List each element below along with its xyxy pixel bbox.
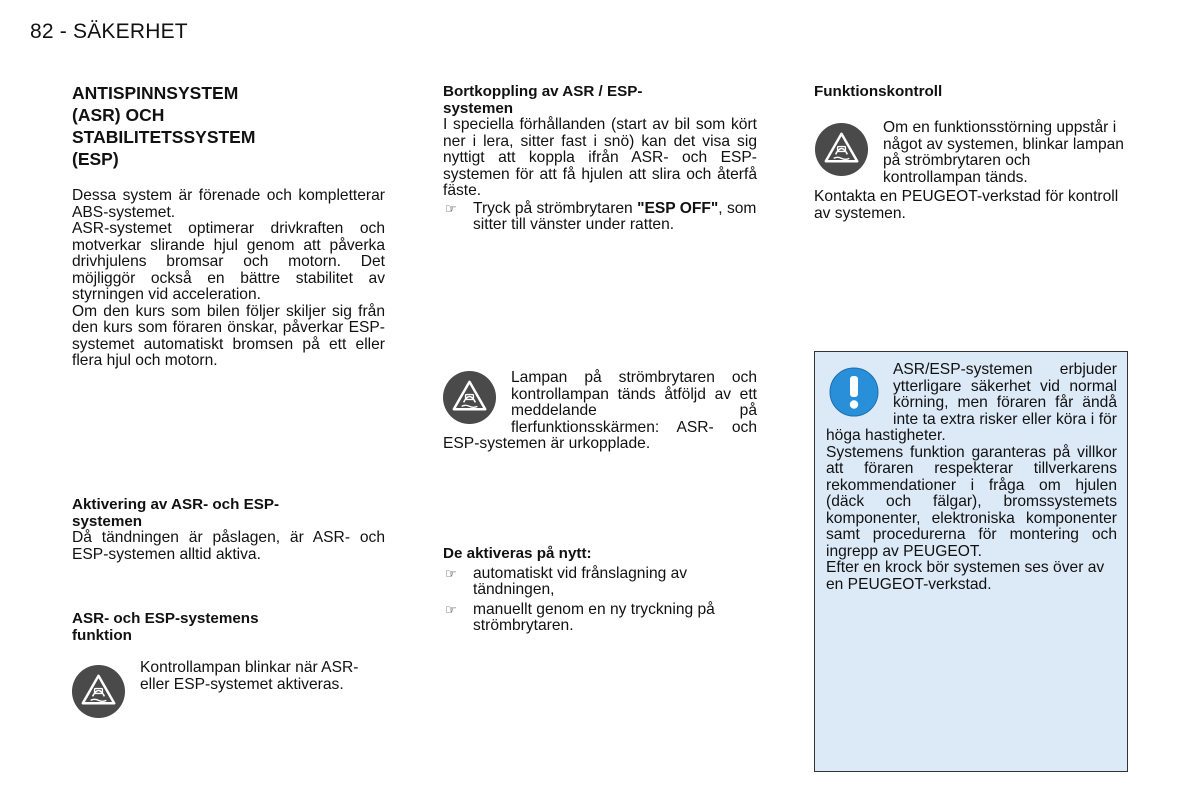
reactivate-title: De aktiveras på nytt: [443,545,592,562]
press-button-instruction [443,201,757,234]
lamp-text: Lampan på strömbrytaren och kontrollampan tänds åtföljd av ett meddelande på flerfunktionsskärmen: ASR- och ESP-systemen är urkopplade. [443,369,757,452]
check-title: Funktionskontroll [814,83,943,100]
info-paragraph: Efter en krock bör systemen ses över av en PEUGEOT-verkstad. [826,559,1105,593]
section-title-line: (ESP) [72,149,119,169]
reactivate-item-text: automatiskt vid frånslagning av tändningen, [473,564,688,598]
icon-float-spacer [443,370,511,420]
function-title: ASR- och ESP-systemens funktion [72,610,259,644]
contact-text-block [814,189,1128,222]
section-title-line: STABILITETSSYSTEM [72,127,256,147]
section-title-line: ANTISPINNSYSTEM [72,83,239,103]
reactivate-item-text: manuellt genom en ny tryckning på strömbrytaren. [473,600,715,634]
pointing-hand-icon: ☞ [445,601,457,617]
esp-off-label: "ESP OFF" [637,199,719,217]
section-title [72,82,385,170]
column-1 [72,82,385,170]
activation-title: Aktivering av ASR- och ESP-systemen [72,496,280,530]
intro-paragraph: Dessa system är förenade och kompletterar ABS-systemet. [72,187,385,221]
column-3 [814,84,1128,101]
function-section [72,611,385,644]
icon-float-spacer [826,362,893,426]
intro-paragraph: Om den kurs som bilen följer skiljer sig från den kurs som föraren önskar, påverkar ESP-systemet automatiskt bromsen på ett eller flera hjul och motorn. [72,302,385,369]
column-2 [443,84,757,234]
esp-warning-lamp-icon [71,664,126,719]
reactivate-section [443,546,757,635]
esp-warning-lamp-icon [814,122,869,177]
info-paragraph: ASR/ESP-systemen erbjuder ytterligare säkerhet vid normal körning, men föraren får ändå inte ta extra risker eller köra i för höga hastigheter. [826,361,1117,444]
function-text: Kontrollampan blinkar när ASR- eller ESP-systemet aktiveras. [140,659,359,693]
lamp-text-block [443,370,757,453]
page-header: 82 - SÄKERHET [30,20,188,43]
contact-text: Kontakta en PEUGEOT-verkstad för kontroll av systemen. [814,188,1119,222]
function-text-block [140,660,370,693]
bullet-text: Tryck på strömbrytaren [473,199,638,217]
info-text [826,362,1117,593]
reactivate-item [443,566,743,599]
activation-text: Då tändningen är påslagen, är ASR- och ESP-systemen alltid aktiva. [72,529,385,563]
check-text: Om en funktionsstörning uppstår i något av systemen, blinkar lampan på strömbrytaren och kontrollampan tänds. [883,119,1124,186]
disable-title: Bortkoppling av ASR / ESP-systemen [443,83,643,117]
pointing-hand-icon: ☞ [445,565,457,581]
check-text-block [883,120,1128,186]
intro-text [72,188,385,370]
activation-section [72,497,385,563]
pointing-hand-icon: ☞ [445,200,457,216]
bullet-text: , som sitter till vänster under ratten. [473,199,757,233]
section-title-line: (ASR) OCH [72,105,165,125]
intro-paragraph: ASR-systemet optimerar drivkraften och motverkar slirande hjul genom att påverka drivhjulens bromsar och motorn. Det möjliggör också en bättre stabilitet av styrningen vid acceleration. [72,220,385,303]
reactivate-item [443,602,753,635]
disable-text: I speciella förhållanden (start av bil som kört ner i lera, sitter fast i snö) kan det visa sig nyttigt att koppla ifrån ASR- och ESP-systemen för att få hjulen att slira och återfå fäste. [443,116,757,199]
info-paragraph: Systemens funktion garanteras på villkor att föraren respekterar tillverkarens rekommendationer i fråga om hjulen (däck och fälgar), bromssystemets komponenter, elektroniska komponenter samt procedurerna för montering och ingrepp av PEUGEOT. [826,443,1117,560]
